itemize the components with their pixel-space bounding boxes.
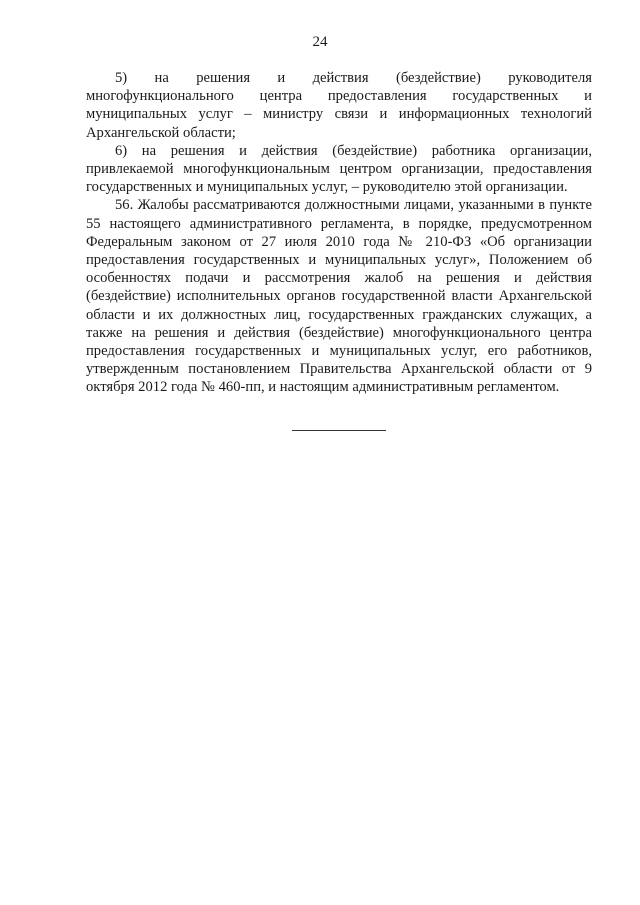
paragraph-item-5: 5) на решения и действия (бездействие) руководителя многофункционального центра предоставления государственных и муниципальных услуг – министру связи и информационных технологий Архангельской области; xyxy=(86,70,592,141)
end-of-text-divider xyxy=(292,430,386,431)
document-body xyxy=(86,69,592,397)
paragraph-clause-56: 56. Жалобы рассматриваются должностными лицами, указанными в пункте 55 настоящего административного регламента, в порядке, предусмотренном Федеральным законом от 27 июля 2010 года № 210-ФЗ «Об организации предоставления государственных и муниципальных услуг», Положением об особенностях подачи и рассмотрения жалоб на решения и действия (бездействие) исполнительных органов государственной власти Архангельской области и их должностных лиц, государственных гражданских служащих, а также на решения и действия (бездействие) многофункционального центра предоставления государственных и муниципальных услуг, его работников, утвержденным постановлением Правительства Архангельской области от 9 октября 2012 года № 460-пп, и настоящим административным регламентом. xyxy=(86,197,592,396)
page-number: 24 xyxy=(312,34,328,50)
paragraph-item-6: 6) на решения и действия (бездействие) работника организации, привлекаемой многофункциональным центром организации, предоставления государственных и муниципальных услуг, – руководителю этой организации. xyxy=(86,142,592,196)
